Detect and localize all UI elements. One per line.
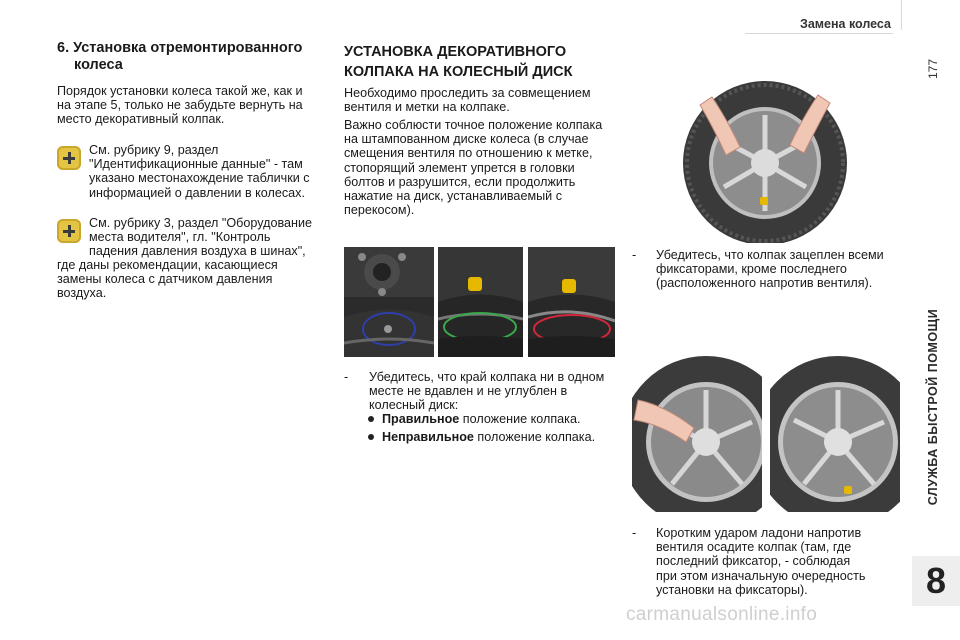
bullet-dot [368, 416, 374, 422]
text-line: вентиля и метки на колпаке. [344, 100, 510, 115]
text-line: нажатие на диск, устанавливаемый с [344, 189, 562, 204]
side-section-title: СЛУЖБА БЫСТРОЙ ПОМОЩИ [926, 308, 940, 506]
paragraph-warning [344, 118, 602, 217]
text-line: Порядок установки колеса такой же, как и [57, 84, 303, 98]
text-line: на этапе 5, только не забудьте вернуть на [57, 98, 303, 113]
step-engage-clips [656, 248, 884, 291]
plus-info-icon [57, 219, 81, 243]
text-line: вентиля осадите колпак (там, где [656, 540, 852, 555]
header-divider [901, 0, 902, 30]
text-line: стопорящий элемент упрется в головки [344, 160, 575, 175]
text-line: (расположенного напротив вентиля). [656, 276, 873, 291]
text-line: указано местонахождение таблички с [89, 171, 310, 186]
text-line: информацией о давлении в колесах. [89, 185, 305, 200]
section-heading-hubcap-line1: УСТАНОВКА ДЕКОРАТИВНОГО [344, 44, 567, 60]
text-line: последний фиксатор, - соблюдая [656, 554, 851, 569]
text-line: фиксаторами, кроме последнего [656, 262, 847, 277]
chapter-number: 8 [925, 560, 947, 601]
intro-paragraph [57, 84, 303, 127]
photo-hand-press-hubcap [632, 350, 762, 512]
text-line: перекосом). [344, 203, 415, 218]
text-line: место декоративный колпак. [57, 112, 225, 127]
photo-correct-position [438, 247, 523, 357]
step-dash: - [344, 370, 349, 384]
text-line: воздуха. [57, 286, 107, 301]
text-line: См. рубрику 9, раздел [89, 143, 219, 157]
photo-hubcap-fitted [770, 350, 900, 512]
section-heading-line2: колеса [74, 57, 123, 73]
correct-text: положение колпака. [459, 412, 581, 426]
header-rule [745, 33, 893, 34]
photo-wrong-position [528, 247, 615, 357]
text-line: места водителя", гл. "Контроль [89, 230, 271, 245]
wrong-label: Неправильное [382, 430, 474, 444]
text-line: "Идентификационные данные" - там [89, 157, 303, 172]
bullet-dot [368, 434, 374, 440]
text-line: Необходимо проследить за совмещением [344, 86, 591, 100]
text-line: замены колеса с датчиком давления [57, 272, 273, 287]
text-line: месте не вдавлен и не углублен в [369, 384, 568, 399]
correct-label: Правильное [382, 412, 460, 426]
info-note-2 [89, 216, 312, 259]
text-line: падения давления воздуха в шинах", [89, 244, 306, 259]
section-heading-hubcap-line2: КОЛПАКА НА КОЛЕСНЫЙ ДИСК [344, 64, 573, 80]
text-line: при этом изначальную очередность [656, 568, 866, 583]
text-line: болтов и разрушится, если продолжить [344, 174, 576, 189]
photo-hands-fitting-hubcap [682, 45, 848, 243]
page-number: 177 [926, 58, 940, 80]
step2-dash: - [632, 526, 637, 540]
info-note-2-continued [57, 258, 278, 301]
bullet-correct [368, 412, 580, 426]
text-line: Важно соблюсти точное положение колпака [344, 118, 603, 132]
section-heading-line1: 6. Установка отремонтированного [57, 40, 303, 56]
text-line: колесный диск: [369, 398, 459, 413]
text-line: установки на фиксаторы). [656, 582, 808, 597]
text-line: Коротким ударом ладони напротив [656, 526, 862, 540]
bullet-wrong [368, 430, 595, 444]
text-line: Убедитесь, что край колпака ни в одном [369, 370, 605, 384]
text-line: Убедитесь, что колпак зацеплен всеми [656, 248, 884, 262]
step1-dash: - [632, 248, 637, 262]
step-seat-hubcap [656, 526, 865, 597]
text-line: См. рубрику 3, раздел "Оборудование [89, 216, 313, 230]
text-line: на штампованном диске колеса (в случае [344, 132, 589, 147]
info-note-1 [89, 143, 310, 200]
text-line: где даны рекомендации, касающиеся [57, 258, 278, 272]
photo-valve-mark [344, 247, 434, 357]
text-line: смещения вентиля по отношению к метке, [344, 146, 593, 161]
paragraph-alignment [344, 86, 591, 114]
wrong-text: положение колпака. [473, 430, 596, 444]
watermark: carmanualsonline.info [626, 604, 818, 625]
running-header-title: Замена колеса [800, 17, 891, 31]
step-check-rim [369, 370, 604, 413]
plus-info-icon [57, 146, 81, 170]
